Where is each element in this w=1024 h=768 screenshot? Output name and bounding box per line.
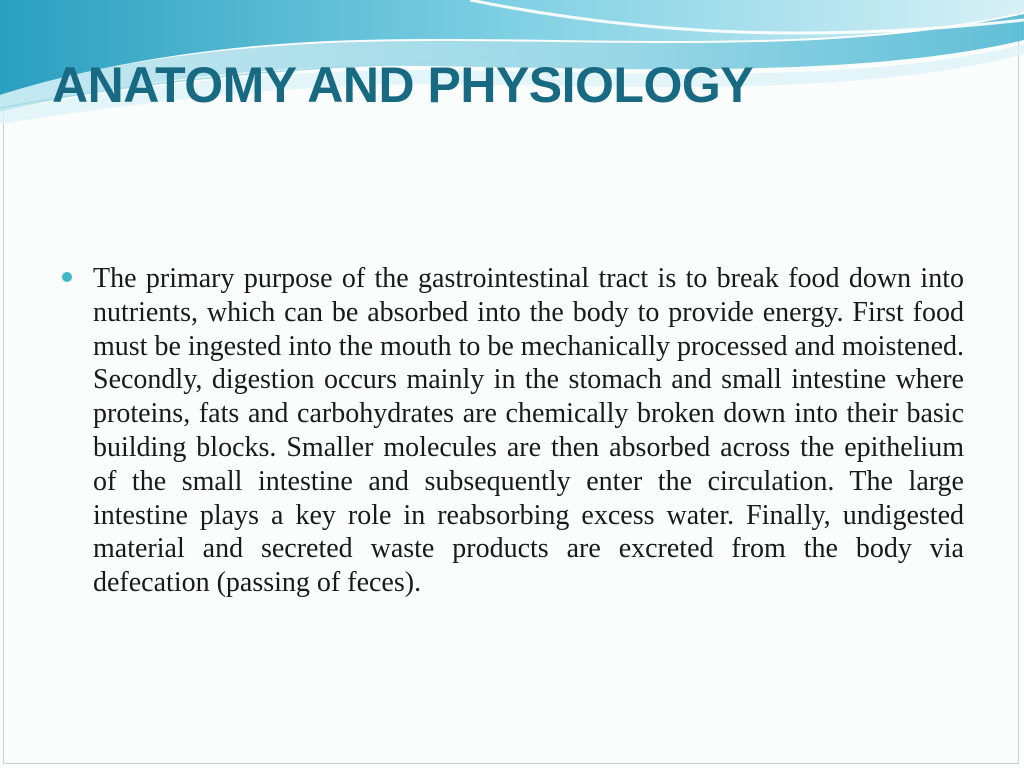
bullet-text: The primary purpose of the gastrointestinal tract is to break food down into nutrients, which can be absorbed into the body to provide energy. First food must be ingested into the mouth to be mechanically processed and moistened. Secondly, digestion occurs mainly in the stomach and small intestine where proteins, fats and carbohydrates are chemically broken down into their basic building blocks. Smaller molecules are then absorbed across the epithelium of the small intestine and subsequently enter the circulation. The large intestine plays a key role in reabsorbing excess water. Finally, undigested material and secreted waste products are excreted from the body via defecation (passing of feces).	[93, 263, 964, 599]
bullet-item	[62, 262, 964, 600]
bullet-list	[62, 262, 964, 600]
bullet-dot-icon	[62, 272, 72, 282]
slide-title: ANATOMY AND PHYSIOLOGY	[52, 57, 754, 113]
